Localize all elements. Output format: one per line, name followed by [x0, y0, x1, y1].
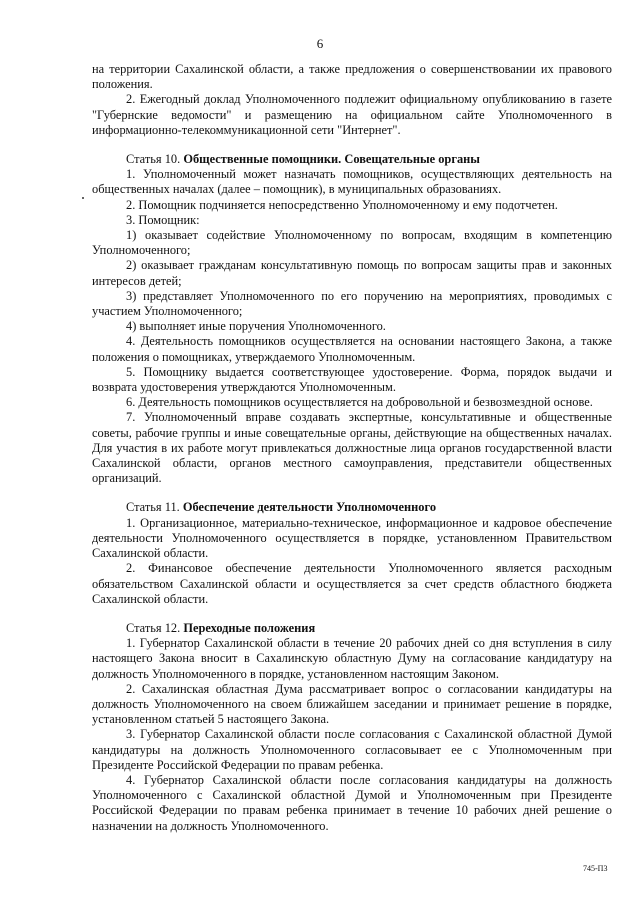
article-12-paragraph: 4. Губернатор Сахалинской области после согласования кандидатуры на должность Уполномоченного с Сахалинской областной Думой и Уполномоченным при Президенте Российской Федерации по правам ребенка принимает в течение 10 рабочих дней решение о назначении на должность Уполномоченного. — [92, 772, 612, 833]
margin-mark — [82, 197, 84, 199]
article-10-paragraph: 1) оказывает содействие Уполномоченному по вопросам, входящим в компетенцию Уполномоченного; — [92, 228, 612, 258]
article-11-label: Статья 11. — [126, 500, 180, 515]
article-10-paragraph: 3. Помощник: — [126, 212, 200, 227]
article-10-label: Статья 10. — [126, 152, 181, 167]
article-11-heading — [92, 500, 612, 515]
article-12-label: Статья 12. — [126, 620, 181, 635]
article-11-name: Обеспечение деятельности Уполномоченного — [182, 500, 437, 515]
paragraph-annual-report: 2. Ежегодный доклад Уполномоченного подлежит официальному опубликованию в газете "Губернские ведомости" и размещению на официальном сайте Уполномоченного в информационно-телекоммуникационной сети "Интернет". — [92, 92, 612, 137]
document-body — [92, 62, 612, 834]
article-10-heading — [92, 152, 612, 167]
article-10-paragraph: 2. Помощник подчиняется непосредственно Уполномоченному и ему подотчетен. — [126, 197, 558, 212]
article-10-name: Общественные помощники. Совещательные органы — [183, 152, 480, 167]
article-10-paragraph: 6. Деятельность помощников осуществляется на добровольной и безвозмездной основе. — [126, 395, 593, 410]
article-10-paragraph: 5. Помощнику выдается соответствующее удостоверение. Форма, порядок выдачи и возврата удостоверения утверждаются Уполномоченным. — [92, 364, 612, 395]
document-code-stamp: 745-П3 — [583, 864, 608, 873]
article-11-paragraph: 2. Финансовое обеспечение деятельности Уполномоченного является расходным обязательством Сахалинской области и осуществляется за счет средств областного бюджета Сахалинской области. — [92, 561, 612, 606]
article-10-paragraph: 1. Уполномоченный может назначать помощников, осуществляющих деятельность на общественных началах (далее – помощник), в муниципальных образованиях. — [92, 167, 612, 197]
article-11-paragraph: 1. Организационное, материально-техническое, информационное и кадровое обеспечение деятельности Уполномоченного осуществляется в порядке, установленном Правительством Сахалинской области. — [92, 515, 612, 561]
page-number: 6 — [316, 36, 324, 51]
paragraph-continued: на территории Сахалинской области, а также предложения о совершенствовании их правового положения. — [92, 62, 612, 92]
article-10-paragraph: 3) представляет Уполномоченного по его поручению на мероприятиях, проводимых с участием Уполномоченного; — [92, 288, 612, 319]
article-10-paragraph: 4) выполняет иные поручения Уполномоченного. — [126, 319, 386, 334]
article-12-paragraph: 1. Губернатор Сахалинской области в течение 20 рабочих дней со дня вступления в силу настоящего Закона вносит в Сахалинскую областную Думу на согласование кандидатуру на должность Уполномоченного в порядке, установленном настоящим Законом. — [92, 636, 612, 681]
article-12-heading — [92, 621, 612, 636]
article-12-paragraph: 2. Сахалинская областная Дума рассматривает вопрос о согласовании кандидатуры на должность Уполномоченного на своем ближайшем заседании и принимает решение в порядке, установленном статьей 5 настоящего Закона. — [92, 681, 612, 727]
article-12-paragraph: 3. Губернатор Сахалинской области после согласования с Сахалинской областной Думой кандидатуры на должность Уполномоченного согласовывает ее с Уполномоченным при Президенте Российской Федерации по правам ребенка. — [92, 727, 612, 772]
article-12-name: Переходные положения — [183, 620, 316, 635]
article-10-paragraph: 2) оказывает гражданам консультативную помощь по вопросам защиты прав и законных интересов детей; — [92, 258, 612, 288]
article-10-paragraph: 4. Деятельность помощников осуществляется на основании настоящего Закона, а также положения о помощниках, утверждаемого Уполномоченным. — [92, 334, 612, 364]
article-10-paragraph: 7. Уполномоченный вправе создавать экспертные, консультативные и общественные советы, рабочие группы и иные совещательные органы, действующие на общественных началах. Для участия в их работе могут привлекаться должностные лица органов государственной власти Сахалинской области, органов местного самоуправления, представители общественных организаций. — [92, 410, 612, 486]
